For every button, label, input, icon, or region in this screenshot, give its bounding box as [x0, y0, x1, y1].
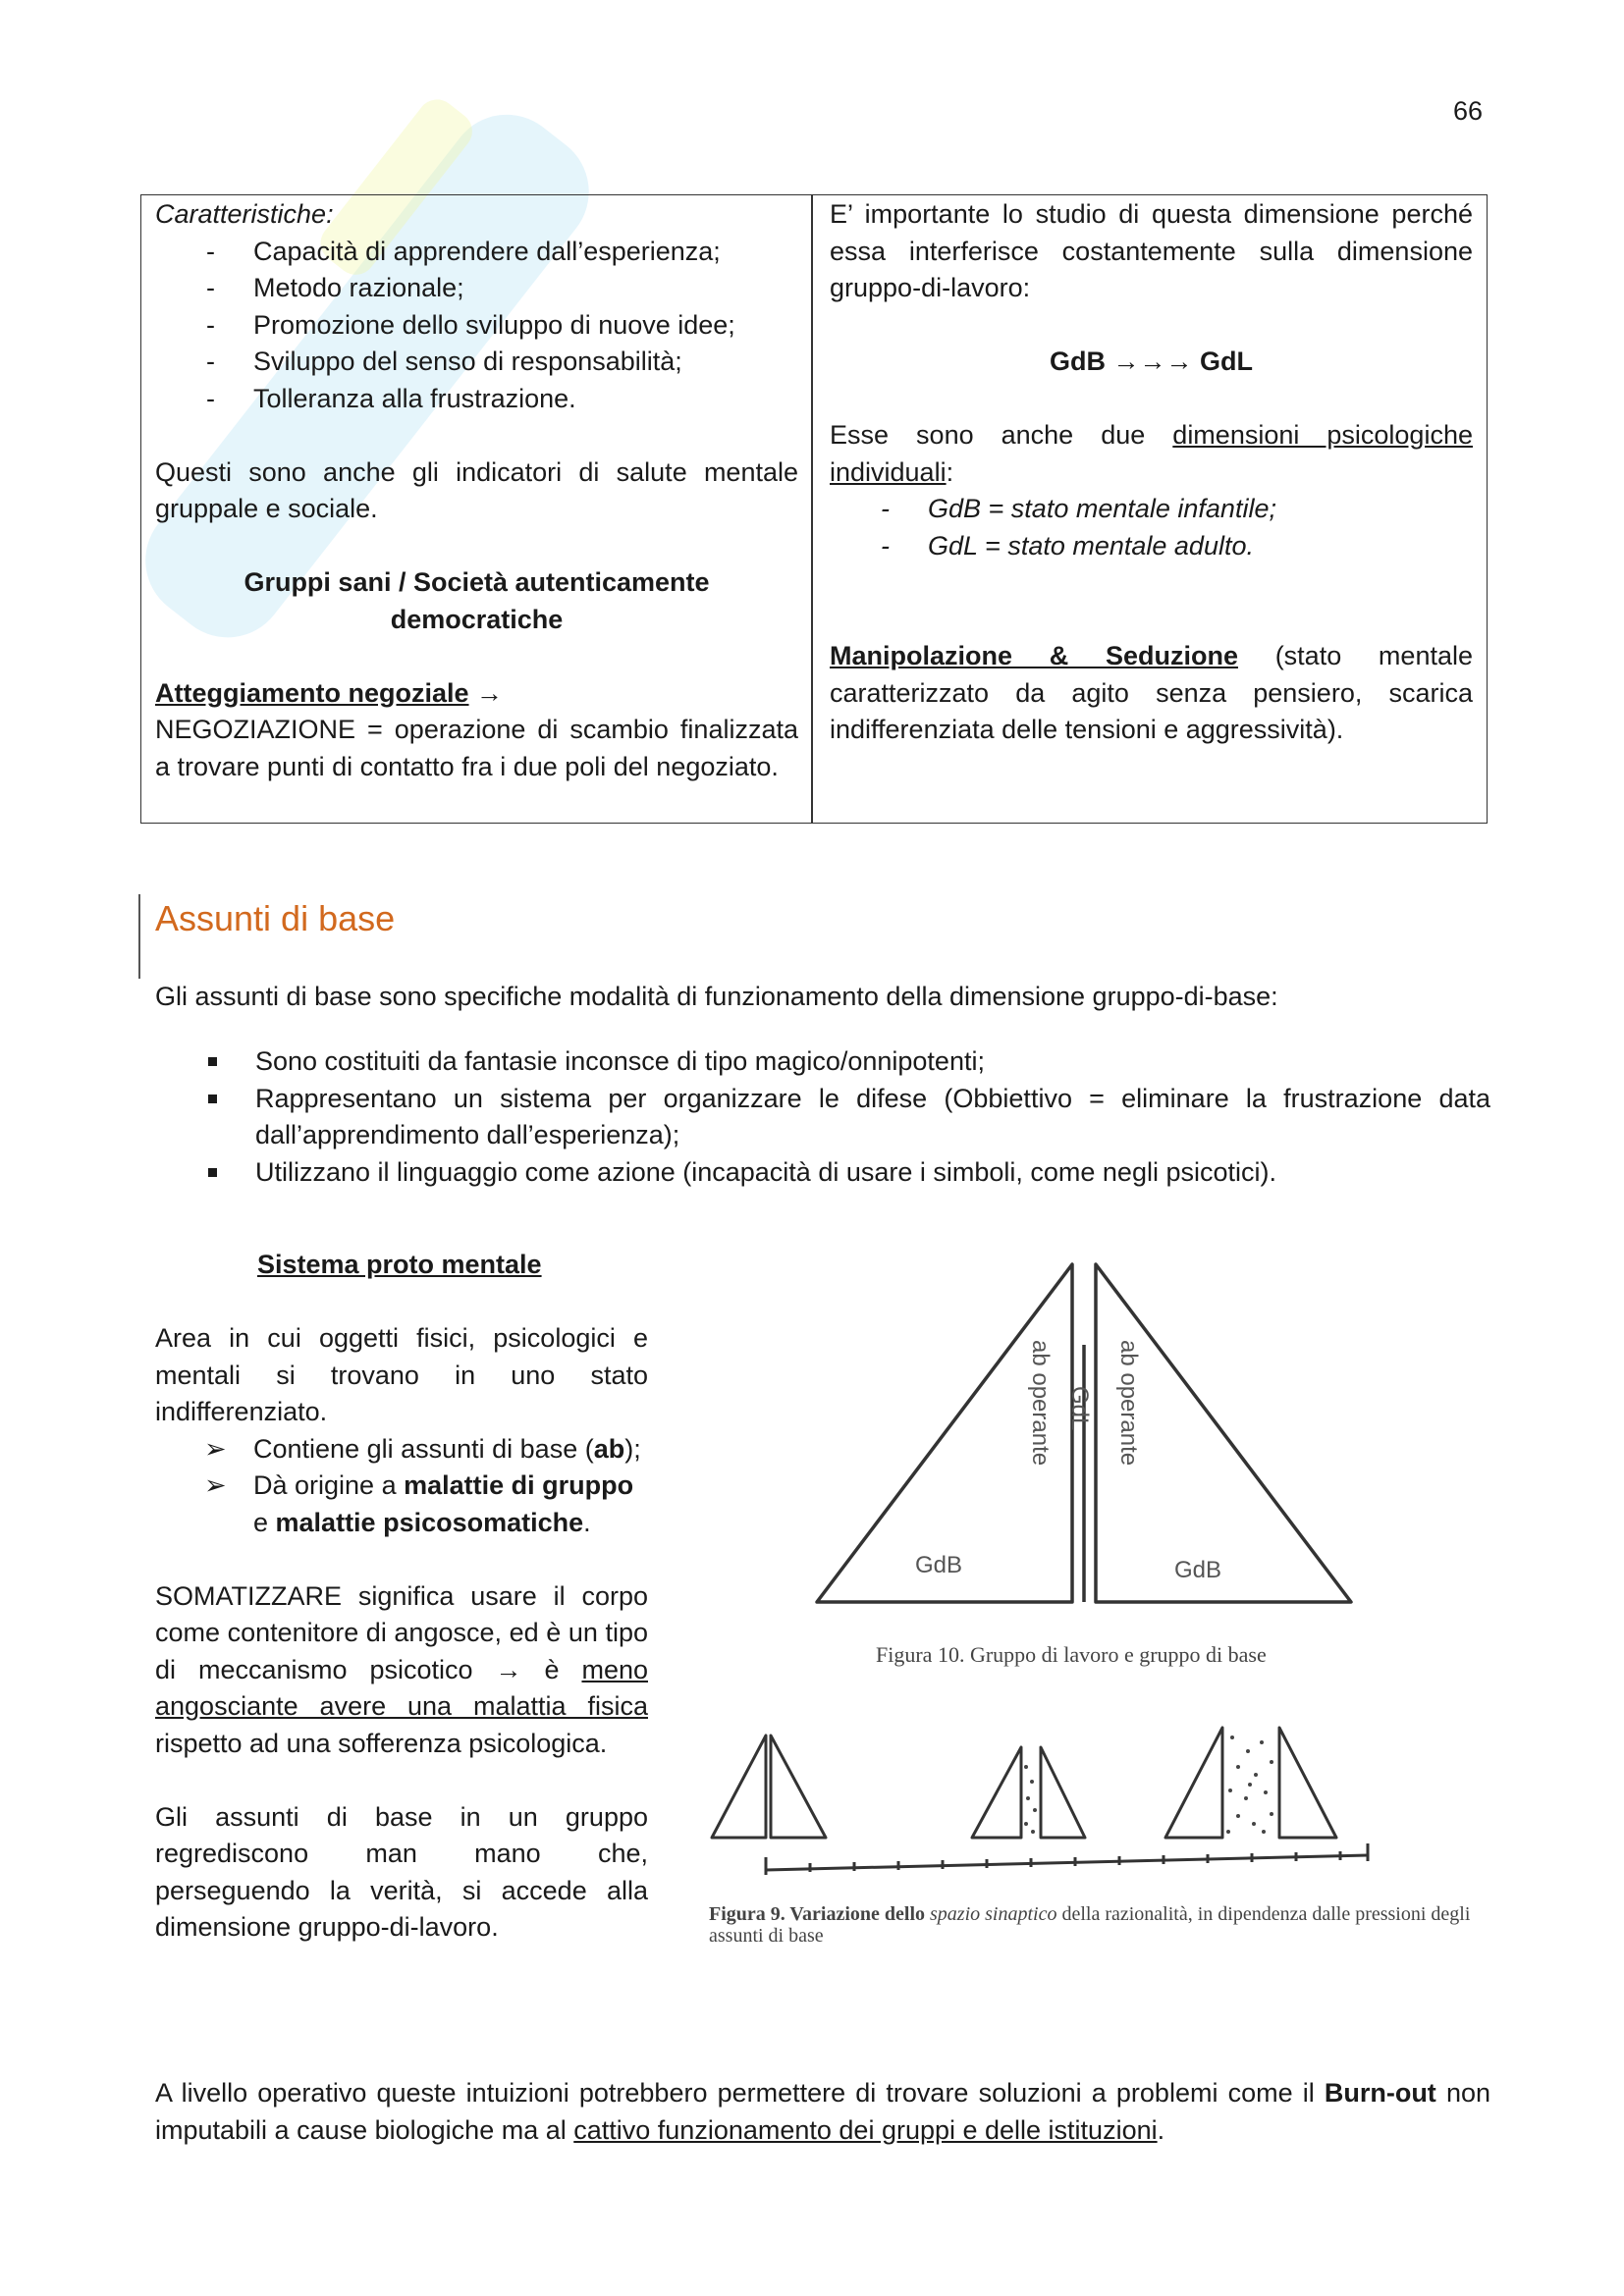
manipulation-text	[830, 638, 1473, 749]
manipulation-description: (stato mentale caratterizzato da agito senza pensiero, scarica indifferenziata delle tensioni e aggressività).	[830, 641, 1473, 744]
conclusion-prefix: A livello operativo queste intuizioni potrebbero permettere di trovare soluzioni a problemi come il	[155, 2078, 1325, 2108]
item-text: e	[253, 1507, 276, 1537]
dimensions-suffix: :	[946, 456, 954, 487]
dots-3	[1226, 1735, 1273, 1834]
table-divider	[811, 194, 813, 824]
section-intro: Gli assunti di base sono specifiche modalità di funzionamento della dimensione gruppo-di-base:	[155, 982, 1278, 1011]
page-number: 66	[1452, 96, 1483, 126]
ab-operante-right-label: ab operante	[1115, 1340, 1142, 1467]
somatize-underline: meno angosciante avere una malattia fisica	[155, 1654, 648, 1721]
attitude-line	[155, 675, 798, 713]
ab-operante-left-label: ab operante	[1027, 1340, 1054, 1467]
list-item: - GdL = stato mentale adulto.	[830, 528, 1473, 565]
item-text: Contiene gli assunti di base (	[253, 1433, 594, 1464]
caption-prefix: Figura 9. Variazione dello	[709, 1903, 930, 1925]
caption-suffix: della razionalità, in dipendenza dalle pressioni degli assunti di base	[709, 1903, 1471, 1947]
item-bold: malattie psicosomatiche	[275, 1507, 584, 1537]
conclusion-underline: cattivo funzionamento dei gruppi e delle istituzioni	[573, 2114, 1158, 2145]
somatize-suffix: rispetto ad una sofferenza psicologica.	[155, 1728, 608, 1758]
indicators-text: Questi sono anche gli indicatori di salute mentale gruppale e sociale.	[155, 456, 798, 523]
figure-9-diagram	[692, 1708, 1478, 1895]
dimensions-link: dimensioni psicologiche individuali	[830, 420, 1473, 487]
figure-10-diagram	[805, 1247, 1355, 1610]
ruler	[766, 1843, 1368, 1875]
protomental-heading: Sistema proto mentale	[257, 1250, 542, 1279]
item-bold: malattie di gruppo	[404, 1470, 634, 1500]
protomental-description: Area in cui oggetti fisici, psicologici e mentali si trovano in uno stato indifferenziato.	[155, 1323, 648, 1426]
somatize-prefix: SOMATIZZARE significa usare il corpo come contenitore di angosce, ed è un tipo di meccanismo psicotico → è	[155, 1580, 648, 1684]
conclusion-suffix: .	[1157, 2114, 1165, 2145]
list-item: - Capacità di apprendere dall’esperienza;	[155, 234, 798, 271]
figure-9-caption	[709, 1903, 1485, 1947]
gdb-right-label: GdB	[1174, 1557, 1222, 1583]
gdb-left-label: GdB	[915, 1552, 963, 1578]
somatize-text	[155, 1578, 648, 1763]
gdb-gdl-formula: GdB →→→ GdL	[1050, 347, 1253, 376]
item-text: Dà origine a	[253, 1470, 405, 1500]
figure-10-caption: Figura 10. Gruppo di lavoro e gruppo di base	[876, 1642, 1267, 1667]
item-bold: ab	[593, 1433, 625, 1464]
triangle-1	[712, 1735, 766, 1838]
caption-italic: spazio sinaptico	[930, 1903, 1057, 1925]
conclusion-middle: non imputabili a cause biologiche ma al	[155, 2078, 1490, 2145]
list-item: - GdB = stato mentale infantile;	[830, 491, 1473, 528]
list-item	[155, 1468, 648, 1541]
burnout-term: Burn-out	[1324, 2078, 1436, 2108]
table-cell-left	[155, 196, 798, 785]
triangle-2b	[1041, 1747, 1085, 1838]
protomental-column	[155, 1320, 648, 1947]
dots-2	[1024, 1765, 1037, 1834]
list-item: Sono costituiti da fantasie inconsce di tipo magico/onnipotenti;	[155, 1043, 1490, 1081]
triangle-3b	[1279, 1728, 1336, 1838]
healthy-groups-title-line2: democratiche	[390, 604, 564, 634]
list-item	[155, 1431, 648, 1468]
list-item: Rappresentano un sistema per organizzare le difese (Obbiettivo = eliminare la frustrazione data dall’apprendimento dall’esperienza);	[155, 1081, 1490, 1154]
characteristics-heading: Caratteristiche:	[155, 199, 334, 229]
dimensions-text	[830, 417, 1473, 491]
list-item: - Promozione dello sviluppo di nuove idee;	[155, 307, 798, 345]
triangle-3	[1165, 1728, 1222, 1838]
importance-text: E’ importante lo studio di questa dimensione perché essa interferisce costantemente sulla dimensione gruppo-di-lavoro:	[830, 199, 1473, 302]
list-item: - Metodo razionale;	[155, 270, 798, 307]
healthy-groups-title-line1: Gruppi sani / Società autenticamente	[244, 567, 710, 597]
section-title: Assunti di base	[155, 898, 396, 938]
item-text: .	[583, 1507, 591, 1537]
manipulation-label: Manipolazione & Seduzione	[830, 641, 1238, 670]
arrow-icon: →	[468, 677, 504, 708]
table-cell-right	[830, 196, 1473, 749]
triangle-2	[972, 1747, 1021, 1838]
item-text: );	[624, 1433, 641, 1464]
gdl-label: GdL	[1066, 1386, 1093, 1431]
dimensions-prefix: Esse sono anche due	[830, 420, 1173, 450]
regression-text: Gli assunti di base in un gruppo regrediscono man mano che, perseguendo la verità, si accede alla dimensione gruppo-di-lavoro.	[155, 1801, 648, 1942]
section-bar	[138, 894, 140, 979]
conclusion-text	[155, 2075, 1490, 2149]
list-item: - Sviluppo del senso di responsabilità;	[155, 344, 798, 381]
attitude-label: Atteggiamento negoziale	[155, 677, 469, 708]
list-item: Utilizzano il linguaggio come azione (incapacità di usare i simboli, come negli psicotici).	[155, 1154, 1490, 1192]
triangle-1b	[771, 1735, 826, 1838]
bullet-list	[155, 1043, 1490, 1191]
list-item: - Tolleranza alla frustrazione.	[155, 381, 798, 418]
negotiation-text: NEGOZIAZIONE = operazione di scambio finalizzata a trovare punti di contatto fra i due poli del negoziato.	[155, 715, 798, 781]
